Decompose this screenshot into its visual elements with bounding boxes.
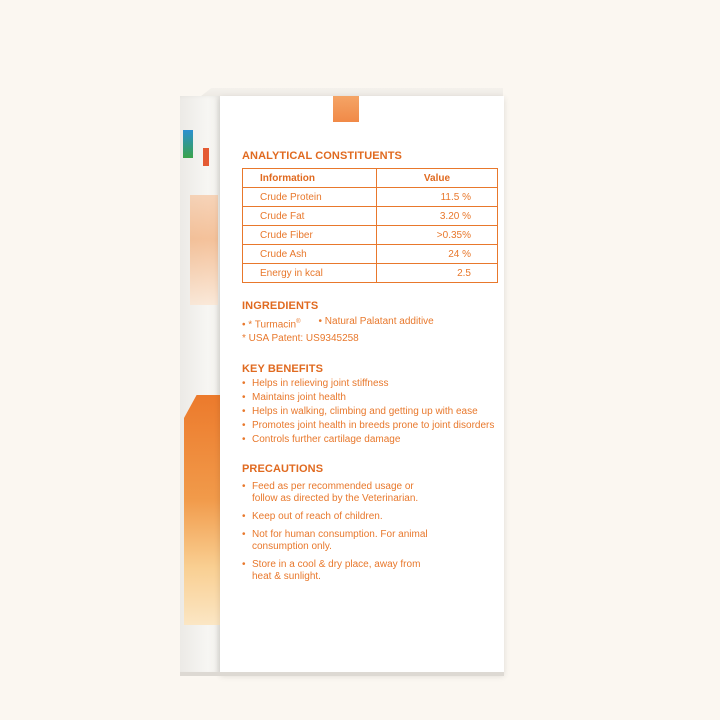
list-item: • Store in a cool & dry place, away from heat & sunlight. (242, 559, 442, 583)
analytical-heading: ANALYTICAL CONSTITUENTS (242, 150, 402, 162)
side-red-mark (203, 148, 209, 166)
row-name: Crude Ash (243, 245, 377, 264)
table-row (243, 245, 498, 264)
side-logo-mark (183, 130, 193, 158)
table-header-row (243, 169, 498, 188)
front-top-orange-mark (333, 96, 359, 122)
ingredients-heading: INGREDIENTS (242, 300, 319, 312)
list-item: • Controls further cartilage damage (242, 434, 504, 446)
list-item: • Helps in relieving joint stiffness (242, 378, 504, 390)
ingredient-item: • * Turmacin® (242, 319, 301, 331)
precautions-section (242, 463, 504, 583)
row-name: Crude Fat (243, 207, 377, 226)
column-header-information: Information (243, 169, 377, 188)
analytical-table (242, 168, 498, 283)
registered-mark: ® (296, 319, 301, 325)
side-artwork (190, 195, 218, 305)
benefits-section (242, 363, 504, 446)
row-name: Crude Protein (243, 188, 377, 207)
table-row (243, 207, 498, 226)
ingredient-item: • Natural Palatant additive (318, 316, 434, 327)
row-value: >0.35% (377, 226, 498, 245)
table-row (243, 188, 498, 207)
benefits-list (242, 378, 504, 446)
column-header-value: Value (377, 169, 498, 188)
row-value: 3.20 % (377, 207, 498, 226)
box-bottom-edge (180, 672, 504, 676)
list-item: • Keep out of reach of children. (242, 511, 442, 523)
patent-note: * USA Patent: US9345258 (242, 333, 359, 345)
precautions-list (242, 481, 442, 583)
list-item: • Feed as per recommended usage or follow as directed by the Veterinarian. (242, 481, 442, 505)
ingredients-list (242, 315, 504, 332)
list-item: • Promotes joint health in breeds prone to joint disorders (242, 420, 504, 432)
table-row (243, 264, 498, 283)
side-orange-graphic (184, 395, 220, 625)
list-item: • Helps in walking, climbing and getting up with ease (242, 406, 504, 418)
label-content (242, 150, 504, 589)
list-item: • Maintains joint health (242, 392, 504, 404)
list-item: • Not for human consumption. For animal consumption only. (242, 529, 442, 553)
row-value: 24 % (377, 245, 498, 264)
row-value: 2.5 (377, 264, 498, 283)
row-value: 11.5 % (377, 188, 498, 207)
precautions-heading: PRECAUTIONS (242, 463, 324, 476)
row-name: Crude Fiber (243, 226, 377, 245)
benefits-heading: KEY BENEFITS (242, 363, 324, 376)
row-name: Energy in kcal (243, 264, 377, 283)
table-row (243, 226, 498, 245)
ingredients-section (242, 300, 504, 346)
